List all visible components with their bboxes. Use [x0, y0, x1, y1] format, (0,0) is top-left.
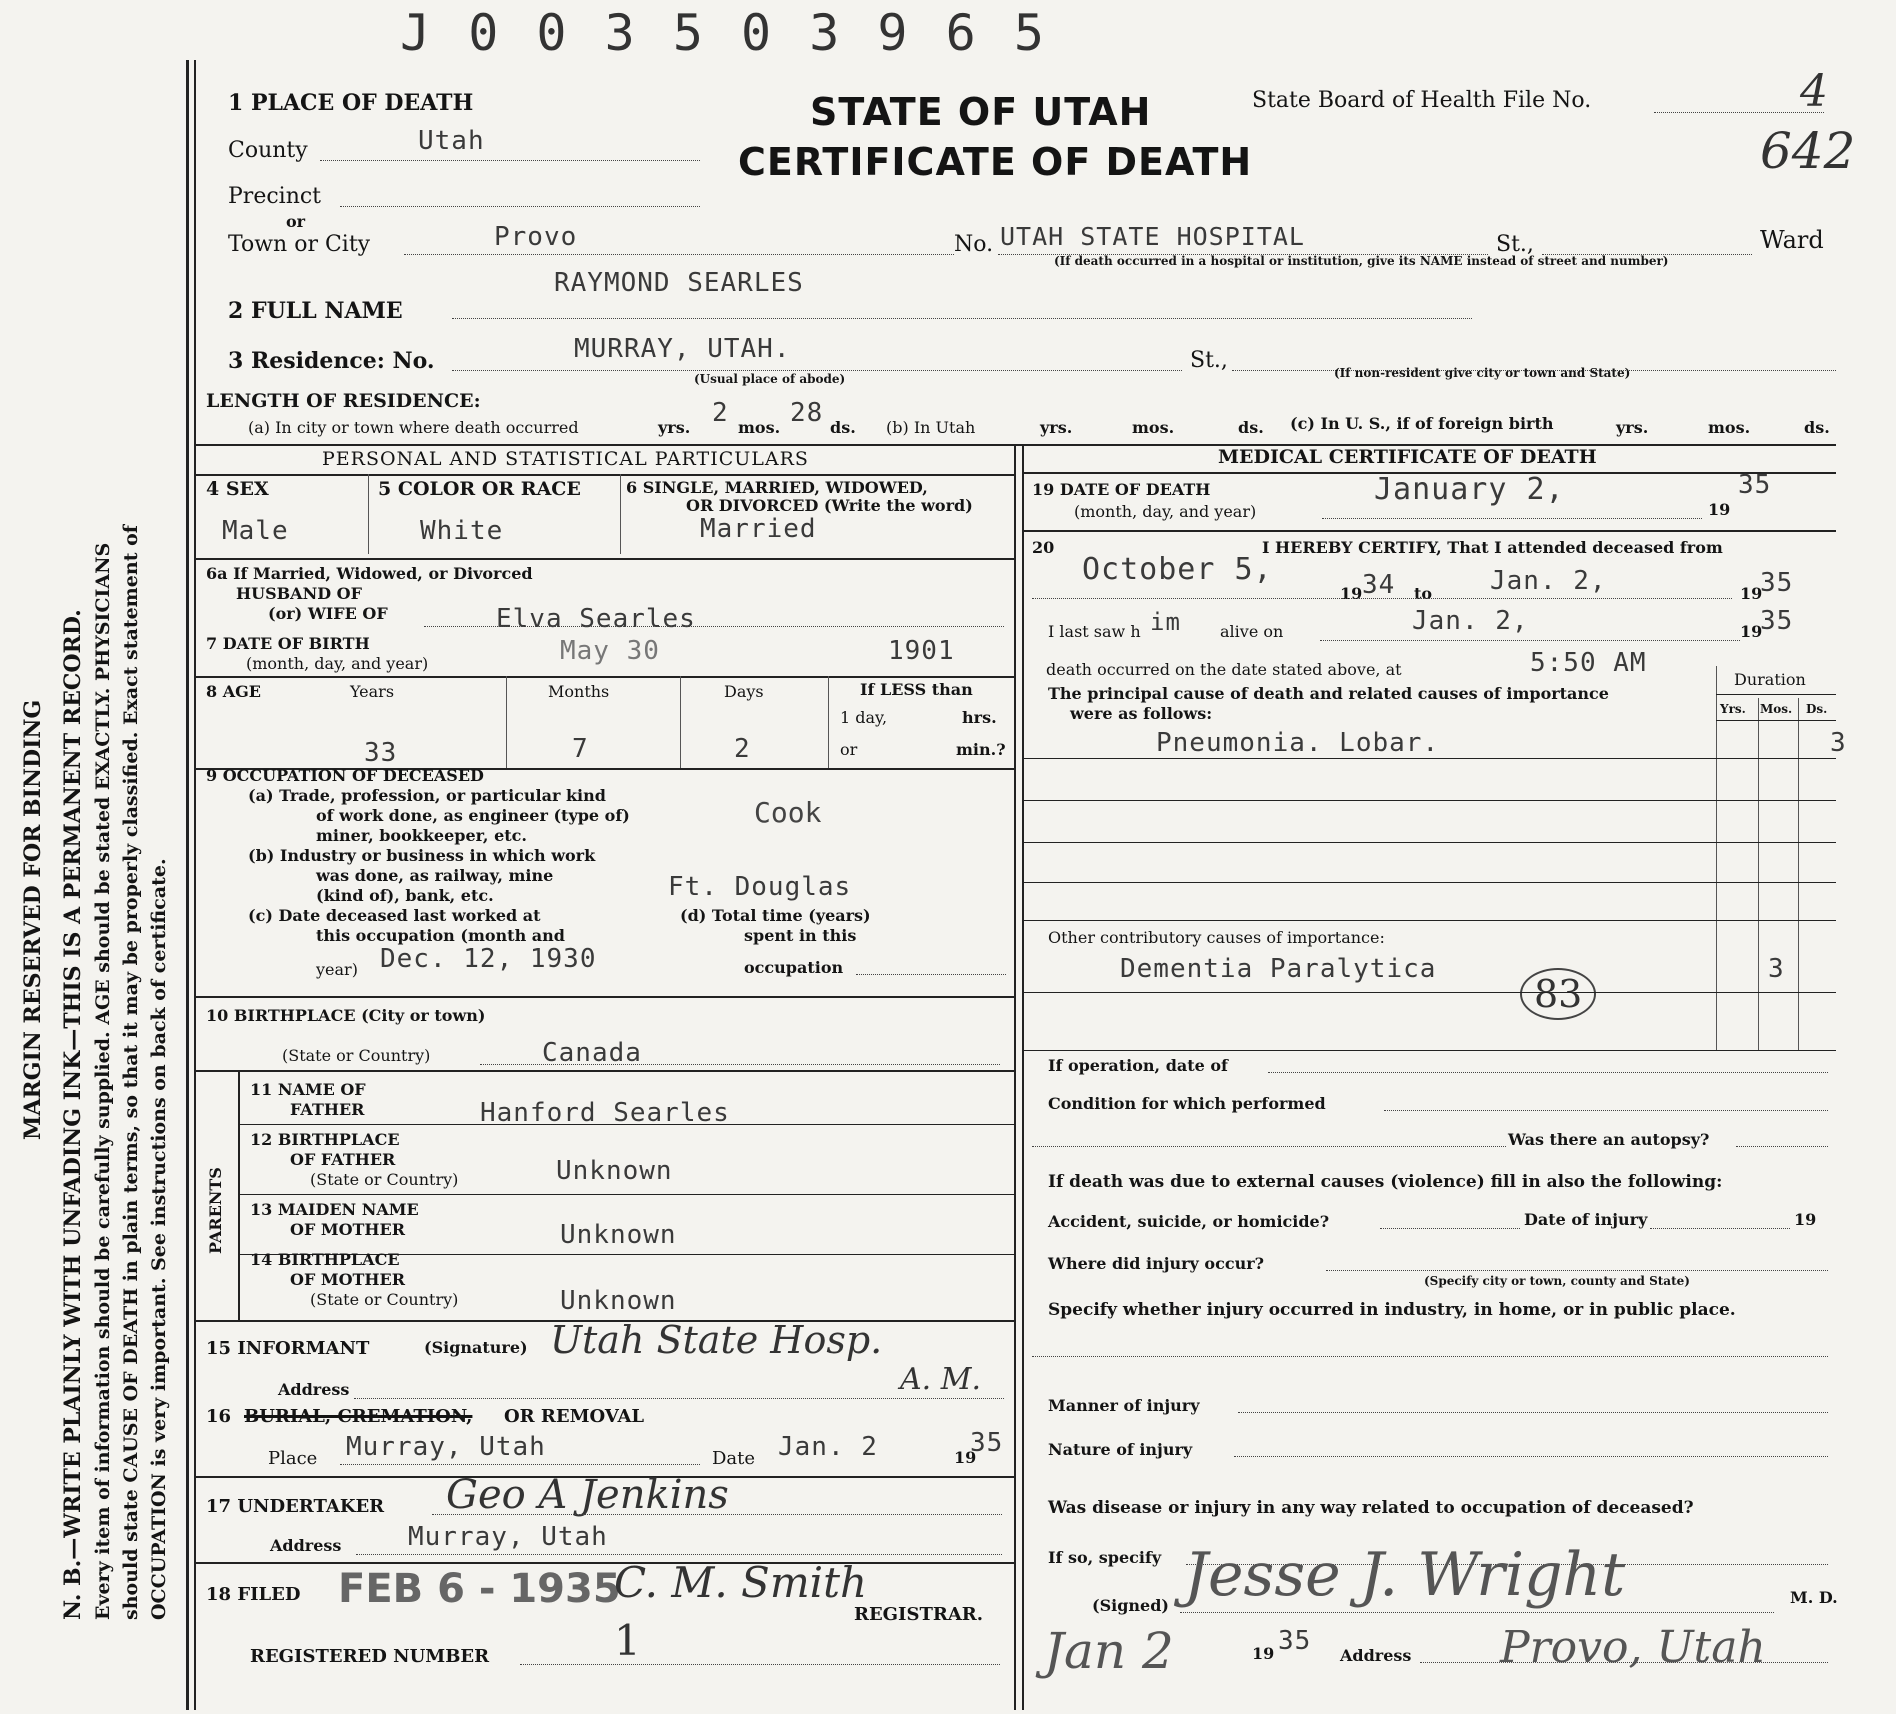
residence-label: 3 Residence: No.: [228, 348, 435, 374]
margin-instruction-3: OCCUPATION is very important. See instructions on back of certificate.: [148, 858, 170, 1620]
age-label: 8 AGE: [206, 682, 261, 701]
removal-19: 19: [954, 1448, 977, 1467]
marital-value: Married: [700, 514, 817, 544]
margin-warning: N. B.—WRITE PLAINLY WITH UNFADING INK—THIS IS A PERMANENT RECORD.: [60, 609, 86, 1620]
filed-label: 18 FILED: [206, 1584, 301, 1605]
operation-label: If operation, date of: [1048, 1056, 1228, 1075]
undertaker-label: 17 UNDERTAKER: [206, 1496, 385, 1517]
occ-c-label-3: year): [316, 960, 358, 979]
dur-mos-label: Mos.: [1760, 702, 1793, 716]
occ-a-label-2: of work done, as engineer (type of): [316, 806, 630, 825]
autopsy-label: Was there an autopsy?: [1508, 1130, 1710, 1149]
injury-19: 19: [1794, 1210, 1817, 1229]
personal-section-title: PERSONAL AND STATISTICAL PARTICULARS: [322, 448, 809, 470]
sex-value: Male: [222, 516, 289, 546]
contributory-cause: Dementia Paralytica: [1120, 954, 1437, 984]
physician-signature: Jesse J. Wright: [1184, 1540, 1626, 1610]
father-bp-value: Unknown: [556, 1156, 673, 1186]
years-label: Years: [350, 682, 395, 701]
lr-mos-value: 28: [790, 398, 824, 428]
town-label: Town or City: [228, 232, 371, 257]
state-title: STATE OF UTAH: [810, 90, 1152, 134]
race-value: White: [420, 516, 504, 546]
cert-num: 20: [1032, 538, 1055, 557]
county-label: County: [228, 138, 308, 163]
informant-signature: Utah State Hosp.: [550, 1318, 883, 1362]
to-19: 19: [1740, 584, 1763, 603]
mother-bp-value: Unknown: [560, 1286, 677, 1316]
ward-label: Ward: [1760, 226, 1824, 254]
lr-yrs-label: yrs.: [658, 418, 691, 437]
lr-b-label: (b) In Utah: [886, 418, 976, 437]
age-days-value: 2: [734, 734, 751, 764]
marital-label-2: OR DIVORCED (Write the word): [686, 496, 973, 515]
registrar-label: REGISTRAR.: [854, 1604, 984, 1625]
margin-instruction-1: Every item of information should be carefully supplied. AGE should be stated EXACTLY. PHYSICIANS: [92, 542, 114, 1620]
occ-c-label-1: (c) Date deceased last worked at: [248, 906, 541, 925]
sign-address-label: Address: [1340, 1646, 1412, 1665]
medical-section-title: MEDICAL CERTIFICATE OF DEATH: [1218, 446, 1597, 468]
where-label: Where did injury occur?: [1048, 1254, 1265, 1273]
cause-label-2: were as follows:: [1070, 704, 1213, 723]
contributory-label: Other contributory causes of importance:: [1048, 928, 1385, 947]
residence-value: MURRAY, UTAH.: [574, 334, 791, 364]
from-year: 34: [1362, 570, 1396, 600]
informant-label: 15 INFORMANT: [206, 1338, 370, 1359]
contributory-months: 3: [1768, 954, 1785, 984]
frame-left-inner: [194, 60, 196, 1710]
certify-label: I HEREBY CERTIFY, That I attended deceased from: [1262, 538, 1723, 557]
alive-on-label: alive on: [1220, 622, 1284, 641]
nature-label: Nature of injury: [1048, 1440, 1193, 1459]
removal-date: Jan. 2: [778, 1432, 878, 1462]
father-value: Hanford Searles: [480, 1098, 730, 1128]
occ-a-label-1: (a) Trade, profession, or particular kind: [248, 786, 606, 805]
mother-bp-label-3: (State or Country): [310, 1290, 459, 1309]
to-year: 35: [1760, 568, 1794, 598]
external-label: If death was due to external causes (violence) fill in also the following:: [1048, 1172, 1723, 1192]
last-saw-label: I last saw h: [1048, 622, 1141, 641]
accident-label: Accident, suicide, or homicide?: [1048, 1212, 1330, 1231]
father-label-2: FATHER: [290, 1100, 365, 1119]
lr-yrs-value: 2: [712, 398, 729, 428]
dur-ds-label: Ds.: [1806, 702, 1828, 716]
father-label-1: 11 NAME OF: [250, 1080, 366, 1099]
principal-cause: Pneumonia. Lobar.: [1156, 728, 1440, 758]
or-label: or: [286, 212, 306, 231]
race-label: 5 COLOR OR RACE: [378, 478, 581, 500]
dur-yrs-label: Yrs.: [1720, 702, 1746, 716]
occ-c-label-2: this occupation (month and: [316, 926, 565, 945]
age-months-value: 7: [572, 734, 589, 764]
occ-b-label-3: (kind of), bank, etc.: [316, 886, 494, 905]
age-years-value: 33: [364, 738, 398, 768]
occ-a-value: Cook: [754, 796, 822, 829]
dob-year: 1901: [888, 636, 955, 666]
dod-19: 19: [1708, 500, 1731, 519]
sign-address: Provo, Utah: [1500, 1622, 1766, 1673]
dob-month-day: May 30: [560, 636, 660, 666]
undertaker-signature: Geo A Jenkins: [446, 1472, 729, 1518]
removal-struck: BURIAL, CREMATION,: [244, 1406, 473, 1427]
full-name-label: 2 FULL NAME: [228, 298, 403, 324]
informant-sig-label: (Signature): [424, 1338, 528, 1357]
sex-label: 4 SEX: [206, 478, 269, 500]
last-19: 19: [1740, 622, 1763, 641]
hospital-value: UTAH STATE HOSPITAL: [1000, 222, 1305, 251]
signed-label: (Signed): [1092, 1596, 1169, 1615]
lr-mos-label: mos.: [738, 418, 781, 437]
lr-c-mos: mos.: [1708, 418, 1751, 437]
lr-b-ds: ds.: [1238, 418, 1264, 437]
days-label: Days: [724, 682, 764, 701]
related-label: Was disease or injury in any way related to occupation of deceased?: [1048, 1498, 1694, 1518]
certificate-title: CERTIFICATE OF DEATH: [738, 140, 1253, 184]
occ-d-label-1: (d) Total time (years): [680, 906, 871, 925]
contributory-code: 83: [1520, 968, 1596, 1020]
attended-from: October 5,: [1082, 552, 1273, 587]
injury-date-label: Date of injury: [1524, 1210, 1648, 1229]
spouse-value: Elva Searles: [496, 604, 696, 634]
manner-label: Manner of injury: [1048, 1396, 1200, 1415]
removal-place-label: Place: [268, 1448, 318, 1469]
parents-label: PARENTS: [206, 1167, 225, 1254]
father-bp-label-1: 12 BIRTHPLACE: [250, 1130, 400, 1149]
removal-label: OR REMOVAL: [504, 1406, 645, 1427]
registrar-signature: C. M. Smith: [614, 1558, 868, 1607]
cause-duration-days: 3: [1830, 728, 1847, 758]
occ-b-value: Ft. Douglas: [668, 872, 852, 902]
mother-label-2: OF MOTHER: [290, 1220, 406, 1239]
margin-instruction-2: should state CAUSE OF DEATH in plain terms, so that it may be properly classified. Exact statement of: [120, 525, 142, 1620]
reg-number: 1: [614, 1616, 641, 1665]
md-label: M. D.: [1790, 1588, 1838, 1607]
last-saw-him: im: [1150, 608, 1181, 636]
condition-label: Condition for which performed: [1048, 1094, 1326, 1113]
occupation-label: 9 OCCUPATION OF DECEASED: [206, 766, 484, 785]
removal-number: 16: [206, 1406, 232, 1427]
spouse-label-2: HUSBAND OF: [236, 584, 362, 603]
occ-b-label-1: (b) Industry or business in which work: [248, 846, 596, 865]
town-value: Provo: [494, 222, 578, 252]
mother-value: Unknown: [560, 1220, 677, 1250]
full-name-value: RAYMOND SEARLES: [554, 268, 804, 298]
nonres-note: (If non-resident give city or town and State): [1334, 366, 1631, 380]
lr-ds-label: ds.: [830, 418, 856, 437]
where-note: (Specify city or town, county and State): [1424, 1274, 1690, 1288]
sign-date: Jan 2: [1044, 1622, 1174, 1680]
hospital-note: (If death occurred in a hospital or institution, give its NAME instead of street and number): [1054, 254, 1669, 268]
marital-label-1: 6 SINGLE, MARRIED, WIDOWED,: [626, 478, 928, 497]
lr-c-label: (c) In U. S., if of foreign birth: [1290, 414, 1554, 433]
removal-year: 35: [970, 1428, 1004, 1458]
certificate-number: J 0 0 3 5 0 3 9 6 5: [400, 4, 1048, 62]
county-value: Utah: [418, 126, 485, 156]
file-no-label: State Board of Health File No.: [1252, 88, 1592, 113]
occurred-label: death occurred on the date stated above, at: [1046, 660, 1402, 679]
informant-address-label: Address: [278, 1380, 350, 1399]
dod-year: 35: [1738, 470, 1772, 500]
occ-d-label-3: occupation: [744, 958, 844, 977]
frame-left: [186, 60, 189, 1710]
length-residence-label: LENGTH OF RESIDENCE:: [206, 390, 481, 412]
dob-label-1: 7 DATE OF BIRTH: [206, 634, 370, 653]
less-than-label: If LESS than: [860, 680, 973, 699]
dod-label-1: 19 DATE OF DEATH: [1032, 480, 1211, 499]
occ-b-label-2: was done, as railway, mine: [316, 866, 554, 885]
dod-label-2: (month, day, and year): [1074, 502, 1257, 521]
mother-label-1: 13 MAIDEN NAME: [250, 1200, 419, 1219]
street-no-label: No.: [954, 232, 994, 257]
father-bp-label-3: (State or Country): [310, 1170, 459, 1189]
occ-c-value: Dec. 12, 1930: [380, 944, 597, 974]
sign-19: 19: [1252, 1644, 1275, 1663]
duration-label: Duration: [1734, 670, 1806, 689]
last-year: 35: [1760, 606, 1794, 636]
lr-b-yrs: yrs.: [1040, 418, 1073, 437]
death-time: 5:50 AM: [1530, 648, 1647, 678]
from-19: 19: [1340, 584, 1363, 603]
dod-value: January 2,: [1374, 472, 1565, 507]
removal-date-label: Date: [712, 1448, 756, 1469]
removal-place: Murray, Utah: [346, 1432, 546, 1462]
undertaker-address: Murray, Utah: [408, 1522, 608, 1552]
dob-label-2: (month, day, and year): [246, 654, 429, 673]
lr-b-mos: mos.: [1132, 418, 1175, 437]
spouse-label-3: (or) WIFE OF: [268, 604, 388, 623]
if-so-label: If so, specify: [1048, 1548, 1162, 1567]
last-saw-date: Jan. 2,: [1412, 606, 1529, 636]
birthplace-label: 10 BIRTHPLACE (City or town): [206, 1006, 486, 1025]
spouse-label-1: 6a If Married, Widowed, or Divorced: [206, 564, 533, 583]
hrs-label: hrs.: [962, 708, 997, 727]
birthplace-state-label: (State or Country): [282, 1046, 431, 1065]
file-no-top: 4: [1800, 66, 1828, 117]
cause-label-1: The principal cause of death and related causes of importance: [1048, 684, 1609, 703]
sign-year: 35: [1278, 1626, 1312, 1656]
precinct-label: Precinct: [228, 184, 322, 209]
specify-label: Specify whether injury occurred in industry, in home, or in public place.: [1048, 1300, 1736, 1320]
lr-c-ds: ds.: [1804, 418, 1830, 437]
occ-a-label-3: miner, bookkeeper, etc.: [316, 826, 527, 845]
mother-bp-label-1: 14 BIRTHPLACE: [250, 1250, 400, 1269]
abode-note: (Usual place of abode): [694, 372, 846, 386]
reg-number-label: REGISTERED NUMBER: [250, 1646, 490, 1667]
attended-to: Jan. 2,: [1490, 566, 1607, 596]
margin-binding-note: MARGIN RESERVED FOR BINDING: [20, 699, 46, 1140]
occ-d-label-2: spent in this: [744, 926, 857, 945]
one-day-label: 1 day,: [840, 708, 888, 727]
undertaker-address-label: Address: [270, 1536, 342, 1555]
birthplace-value: Canada: [542, 1038, 642, 1068]
column-divider: [1022, 444, 1024, 1710]
place-of-death-label: 1 PLACE OF DEATH: [228, 90, 474, 116]
min-label: min.?: [956, 740, 1006, 759]
father-bp-label-2: OF FATHER: [290, 1150, 396, 1169]
mother-bp-label-2: OF MOTHER: [290, 1270, 406, 1289]
lr-a-label: (a) In city or town where death occurred: [248, 418, 579, 437]
st-label: St.,: [1496, 232, 1534, 257]
filed-stamp: FEB 6 - 1935: [338, 1566, 621, 1612]
file-no: 642: [1760, 122, 1856, 180]
age-or-label: or: [840, 740, 858, 759]
months-label: Months: [548, 682, 610, 701]
residence-st-label: St.,: [1190, 348, 1228, 373]
informant-address: A. M.: [900, 1362, 981, 1397]
to-label: to: [1414, 584, 1433, 603]
lr-c-yrs: yrs.: [1616, 418, 1649, 437]
